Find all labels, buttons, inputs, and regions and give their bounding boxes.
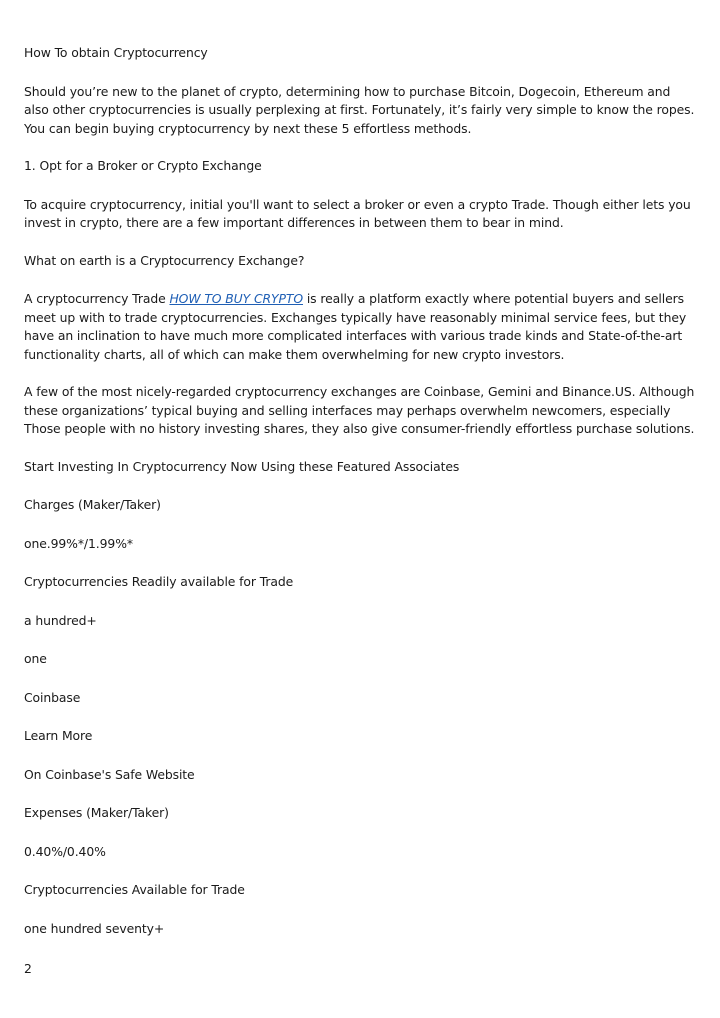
fees-value-1: one.99%*/1.99%* bbox=[24, 535, 133, 551]
page-number: 2 bbox=[24, 961, 32, 976]
exchanges-paragraph: A few of the most nicely-regarded cryptocurrency exchanges are Coinbase, Gemini and Binance.US. Although these organizations’ typical buying and selling interfaces may perhaps overwhelm newcomers, especially Those people with no history investing shares, they also give consumer-friendly effortless purchase solutions. bbox=[24, 384, 695, 436]
exchange-definition-start: A cryptocurrency Trade bbox=[24, 291, 170, 306]
document-body bbox=[24, 44, 696, 958]
fees-label-2: Expenses (Maker/Taker) bbox=[24, 805, 169, 820]
crypto-available-value-1: a hundred+ bbox=[24, 612, 97, 628]
exchange-definition-end: is really a platform exactly where potential buyers and sellers meet up with to trade cryptocurrencies. Exchanges typically have reasonably minimal service fees, but they have an inclination to have much more complicated interfaces with various trade kinds and State-of-the-art functionality charts, all of which can make them overwhelming for new crypto investors. bbox=[24, 291, 687, 362]
exchange-question: What on earth is a Cryptocurrency Exchange? bbox=[24, 252, 305, 268]
step1-heading: 1. Opt for a Broker or Crypto Exchange bbox=[24, 158, 262, 173]
fees-label-1: Charges (Maker/Taker) bbox=[24, 497, 161, 512]
featured-heading: Start Investing In Cryptocurrency Now Using these Featured Associates bbox=[24, 458, 460, 474]
learn-more-text: Learn More bbox=[24, 728, 93, 743]
safe-website-text: On Coinbase's Safe Website bbox=[24, 766, 195, 782]
fees-value-2: 0.40%/0.40% bbox=[24, 843, 106, 859]
crypto-available-value-2: one hundred seventy+ bbox=[24, 920, 165, 936]
how-to-buy-crypto-link[interactable]: HOW TO BUY CRYPTO bbox=[169, 291, 303, 306]
exchange-definition-paragraph bbox=[24, 290, 696, 364]
rank-number: one bbox=[24, 651, 47, 666]
intro-paragraph: Should you’re new to the planet of crypto, determining how to purchase Bitcoin, Dogecoin, Ethereum and also other cryptocurrencies is usually perplexing at first. Fortunately, it’s fairly very simple to know the ropes. You can begin buying cryptocurrency by next these 5 effortless methods. bbox=[24, 83, 695, 136]
broker-name: Coinbase bbox=[24, 689, 81, 705]
crypto-available-label-1: Cryptocurrencies Readily available for Trade bbox=[24, 574, 294, 589]
crypto-available-label-2: Cryptocurrencies Available for Trade bbox=[24, 882, 245, 897]
document-title: How To obtain Cryptocurrency bbox=[24, 45, 208, 60]
step1-paragraph: To acquire cryptocurrency, initial you'll want to select a broker or even a crypto Trade. Though either lets you invest in crypto, there are a few important differences in between them to bear in mind. bbox=[24, 196, 691, 230]
